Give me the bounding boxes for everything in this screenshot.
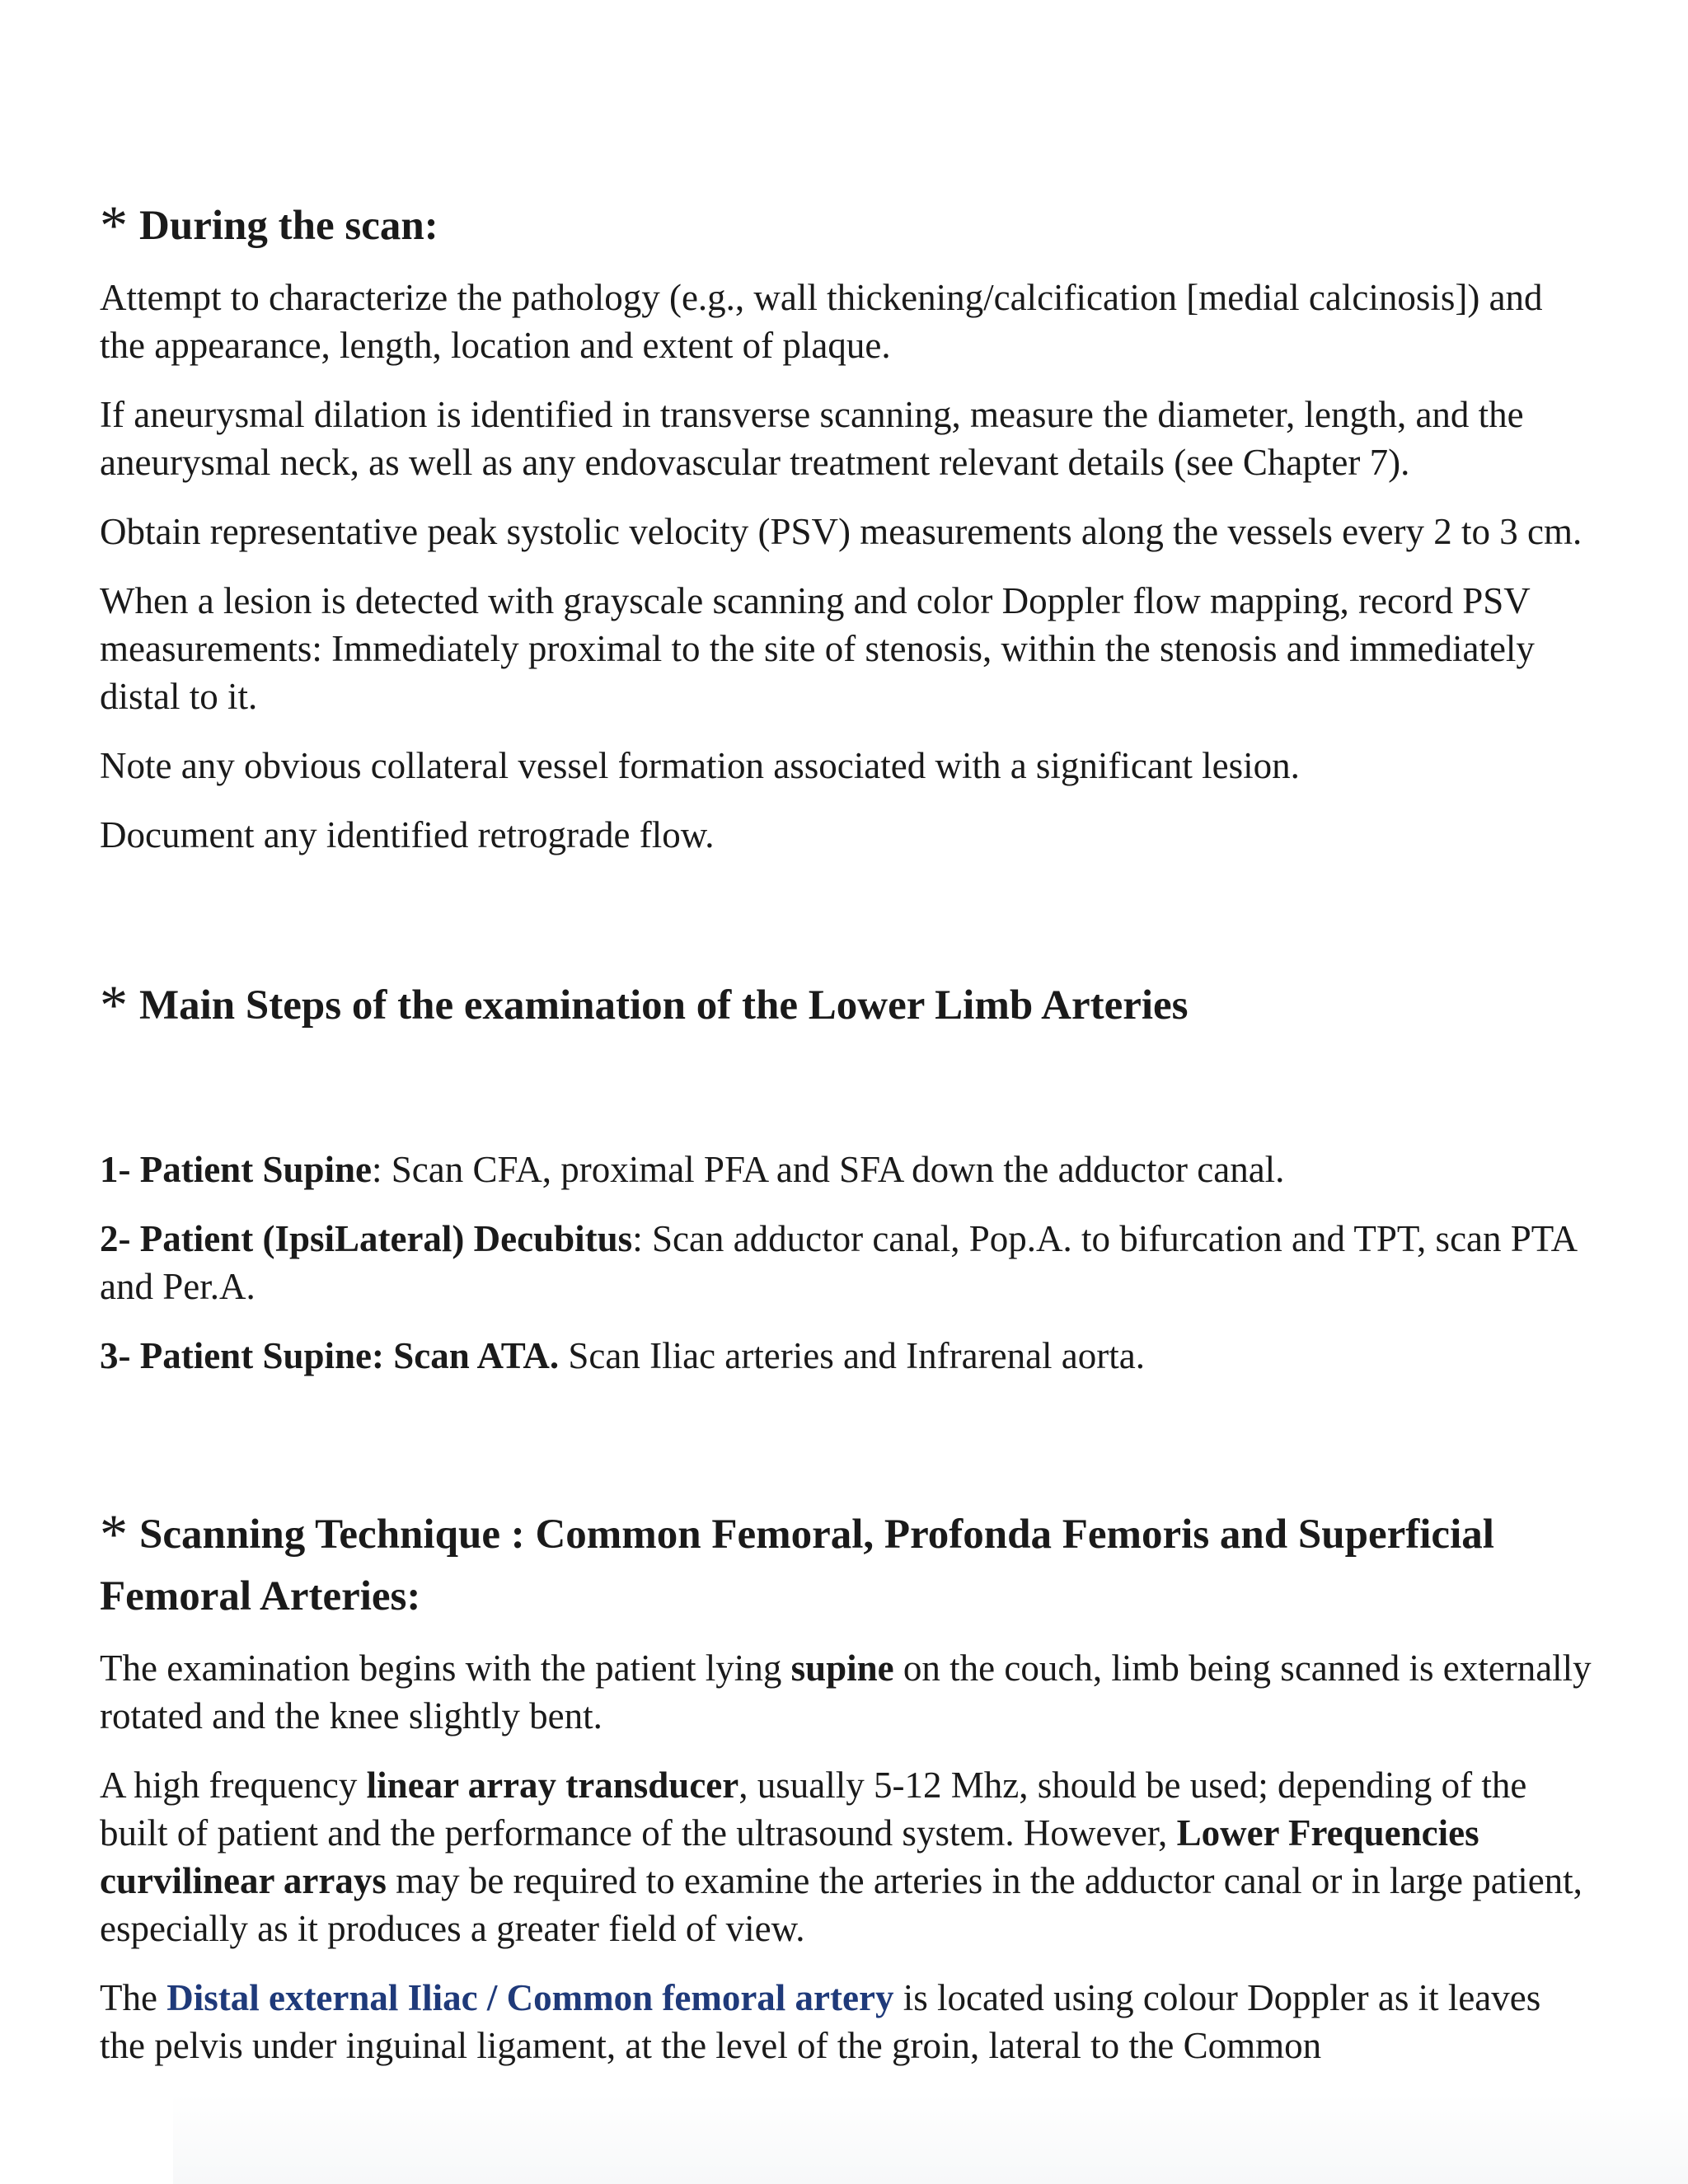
step-label: 3- Patient Supine: Scan ATA. bbox=[100, 1335, 560, 1376]
paragraph bbox=[100, 1974, 1592, 2069]
paragraph: If aneurysmal dilation is identified in transverse scanning, measure the diameter, length, and the aneurysmal neck, as well as any endovascular treatment relevant details (see Chapter 7). bbox=[100, 394, 1524, 483]
paragraph bbox=[100, 1761, 1592, 1952]
spacer bbox=[100, 880, 1592, 969]
emphasis: supine bbox=[790, 1647, 894, 1689]
step-text: : Scan CFA, proximal PFA and SFA down the adductor canal. bbox=[372, 1149, 1285, 1190]
step-item bbox=[100, 1332, 1592, 1380]
asterisk-bullet: * bbox=[100, 973, 128, 1036]
text-run: is located using colour Doppler as it leaves the pelvis under inguinal ligament, at the level of the groin, lateral to the Common bbox=[100, 1977, 1541, 2066]
asterisk-bullet: * bbox=[100, 194, 128, 256]
step-item bbox=[100, 1215, 1592, 1310]
text-run: The examination begins with the patient lying bbox=[100, 1647, 791, 1689]
heading-main-steps bbox=[100, 969, 1592, 1037]
heading-during-the-scan bbox=[100, 190, 1592, 257]
text-run: may be required to examine the arteries in the adductor canal or in large patient, especially as it produces a greater field of view. bbox=[100, 1860, 1582, 1949]
highlighted-term: Distal external Iliac / Common femoral artery bbox=[166, 1977, 894, 2018]
text-run: The bbox=[100, 1977, 167, 2018]
text-run: on the couch, limb being scanned is externally rotated and the knee slightly bent. bbox=[100, 1647, 1592, 1736]
paragraph: Note any obvious collateral vessel formation associated with a significant lesion. bbox=[100, 745, 1300, 786]
emphasis: linear array transducer bbox=[366, 1765, 739, 1806]
spacer bbox=[100, 1053, 1592, 1146]
emphasis: Lower Frequencies curvilinear arrays bbox=[100, 1812, 1479, 1901]
heading-text: Main Steps of the examination of the Lower Limb Arteries bbox=[139, 982, 1189, 1029]
step-label: 1- Patient Supine bbox=[100, 1149, 373, 1190]
step-label: 2- Patient (IpsiLateral) Decubitus bbox=[100, 1218, 633, 1259]
document-page bbox=[100, 190, 1592, 2091]
text-run: , usually 5-12 Mhz, should be used; depending of the built of patient and the performance of the ultrasound system. However, bbox=[100, 1765, 1527, 1854]
page-bottom-shade bbox=[173, 2093, 1688, 2184]
heading-scanning-technique bbox=[100, 1498, 1592, 1628]
paragraph: Document any identified retrograde flow. bbox=[100, 814, 715, 855]
text-run: A high frequency bbox=[100, 1765, 367, 1806]
paragraph: Attempt to characterize the pathology (e.g., wall thickening/calcification [medial calcinosis]) and the appearance, length, location and extent of plaque. bbox=[100, 277, 1543, 366]
paragraph bbox=[100, 1644, 1592, 1740]
heading-text: Scanning Technique : Common Femoral, Profonda Femoris and Superficial Femoral Arteries: bbox=[100, 1511, 1494, 1619]
spacer bbox=[100, 1401, 1592, 1498]
paragraph: Obtain representative peak systolic velocity (PSV) measurements along the vessels every 2 to 3 cm. bbox=[100, 511, 1582, 552]
step-text: : Scan adductor canal, Pop.A. to bifurcation and TPT, scan PTA and Per.A. bbox=[100, 1218, 1576, 1307]
paragraph: When a lesion is detected with grayscale scanning and color Doppler flow mapping, record PSV measurements: Immediately proximal to the site of stenosis, within the stenosis and immediately distal to it. bbox=[100, 580, 1535, 717]
step-item bbox=[100, 1146, 1592, 1193]
heading-text: During the scan: bbox=[139, 203, 438, 249]
step-text: Scan Iliac arteries and Infrarenal aorta. bbox=[559, 1335, 1145, 1376]
asterisk-bullet: * bbox=[100, 1502, 128, 1565]
